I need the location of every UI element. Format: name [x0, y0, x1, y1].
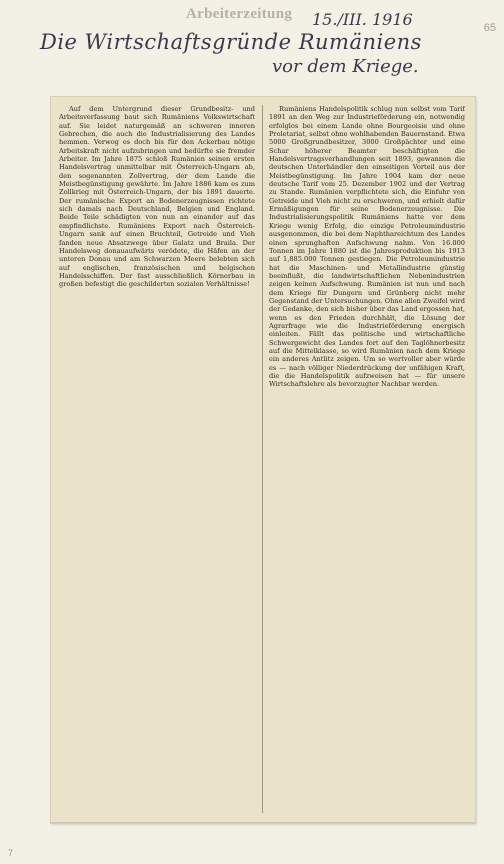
newspaper-masthead: Arbeiterzeitung: [186, 6, 293, 22]
handwritten-title-line-2: vor dem Kriege.: [272, 56, 419, 77]
pencil-page-mark: 65: [483, 22, 496, 34]
article-right-column: [269, 105, 465, 813]
bottom-rule: [50, 822, 476, 823]
left-column-text: Auf dem Untergrund dieser Grundbesitz- und Arbeitsverfassung baut sich Rumäniens Volkswirtschaft auf. Sie leidet naturgemäß an schweren inneren Gebrechen, die auch die Industrialisierung des Landes hemmen. Verwog es doch bis für den Ackerbau nötige Arbeitskraft nicht aufzubringen und bedürfte sie fremder Arbeiter. Im Jahre 1875 schloß Rumänien seinen ersten Handelsvertrag unmittelbar mit Österreich-Ungarn ab, den sogenannten Zollvertrag, der dem Lande die Meistbegünstigung gewährte. Im Jahre 1886 kam es zum Zollkrieg mit Österreich-Ungarn, der bis 1891 dauerte. Der rumänische Export an Bodenerzeugnissen richtete sich damals nach Deutschland, Belgien und England. Beide Teile schädigten von nun an einander auf das empfindlichste. Rumäniens Export nach Österreich-Ungarn sank auf einen Bruchteil, Getreide und Vieh fanden neue Absatzwege über Galatz und Braila. Der Handelsweg donauaufwärts verödete, die Häfen an der unteren Donau und am Schwarzen Meere belebten sich auf englischen, französischen und belgischen Handelsschiffen. Der fast ausschließlich Körnerbau in großen befestigt die geschilderten sozialen Verhältnisse!: [59, 105, 255, 289]
right-column-text: Rumäniens Handelspolitik schlug nun selbst vom Tarif 1891 an den Weg zur Industrieförderung ein, notwendig erfolglos bei einem Lande ohne Bourgeoisie und ohne Proletariat, selbst ohne wohlhabenden Bauernstand. Etwa 5000 Großgrundbesitzer, 3000 Großpächter und eine Schar höherer Beamter beschäftigten die Handelsvertragsverhandlungen seit 1893, gewannen die deutschen Unterhändler den einseitigen Vorteil aus der Meistbegünstigung. Im Jahre 1904 kam der neue deutsche Tarif vom 25. Dezember 1902 und der Vertrag zu Stande. Rumänien verpflichtete sich, die Einfuhr von Getreide und Vieh nicht zu erschweren, und erhielt dafür Ermäßigungen für seine Bodenerzeugnisse. Die Industrialisierungspolitik Rumäniens hatte vor dem Kriege wenig Erfolg, die einzige Petroleumindustrie ausgenommen, die bei dem Naphthareichtum des Landes einen sprunghaften Aufschwung nahm. Von 16.000 Tonnen im Jahre 1880 ist die Jahresproduktion bis 1913 auf 1,885.000 Tonnen gestiegen. Die Petroleumindustrie hat die Maschinen- und Metallindustrie günstig beeinflußt, die landwirtschaftlichen Nebenindustrien zeigen keinen Aufschwung. Rumänien ist nun und nach dem Kriege für Dungern und Grünberg nicht mehr Gegenstand der Untersuchungen. Ohne allen Zweifel wird der Gedanke, den sich bisher über das Land ergossen hat, wenn es den Frieden durchhält, die Lösung der Agrarfrage wie die Industrieförderung energisch einleiten. Fällt das politische und wirtschaftliche Schwergewicht des Landes fort auf den Taglöhnerbesitz auf die Mittelklasse, so wird Rumänien nach dem Kriege ein anderes Antlitz zeigen. Um so wertvoller aber würde es — nach völliger Niederdrückung der unfähigen Kraft, die die Handelspolitik aufzweisen hat — für unsere Wirtschaftslehre als bevorzugter Nachbar werden.: [269, 105, 465, 389]
handwritten-date: 15./III. 1916: [312, 10, 413, 29]
article-left-column: [59, 105, 255, 813]
newspaper-clipping: [50, 96, 476, 824]
handwritten-title-line-1: Die Wirtschaftsgründe Rumäniens: [40, 30, 422, 54]
column-divider: [262, 105, 263, 813]
folio-mark: 7: [8, 848, 14, 858]
